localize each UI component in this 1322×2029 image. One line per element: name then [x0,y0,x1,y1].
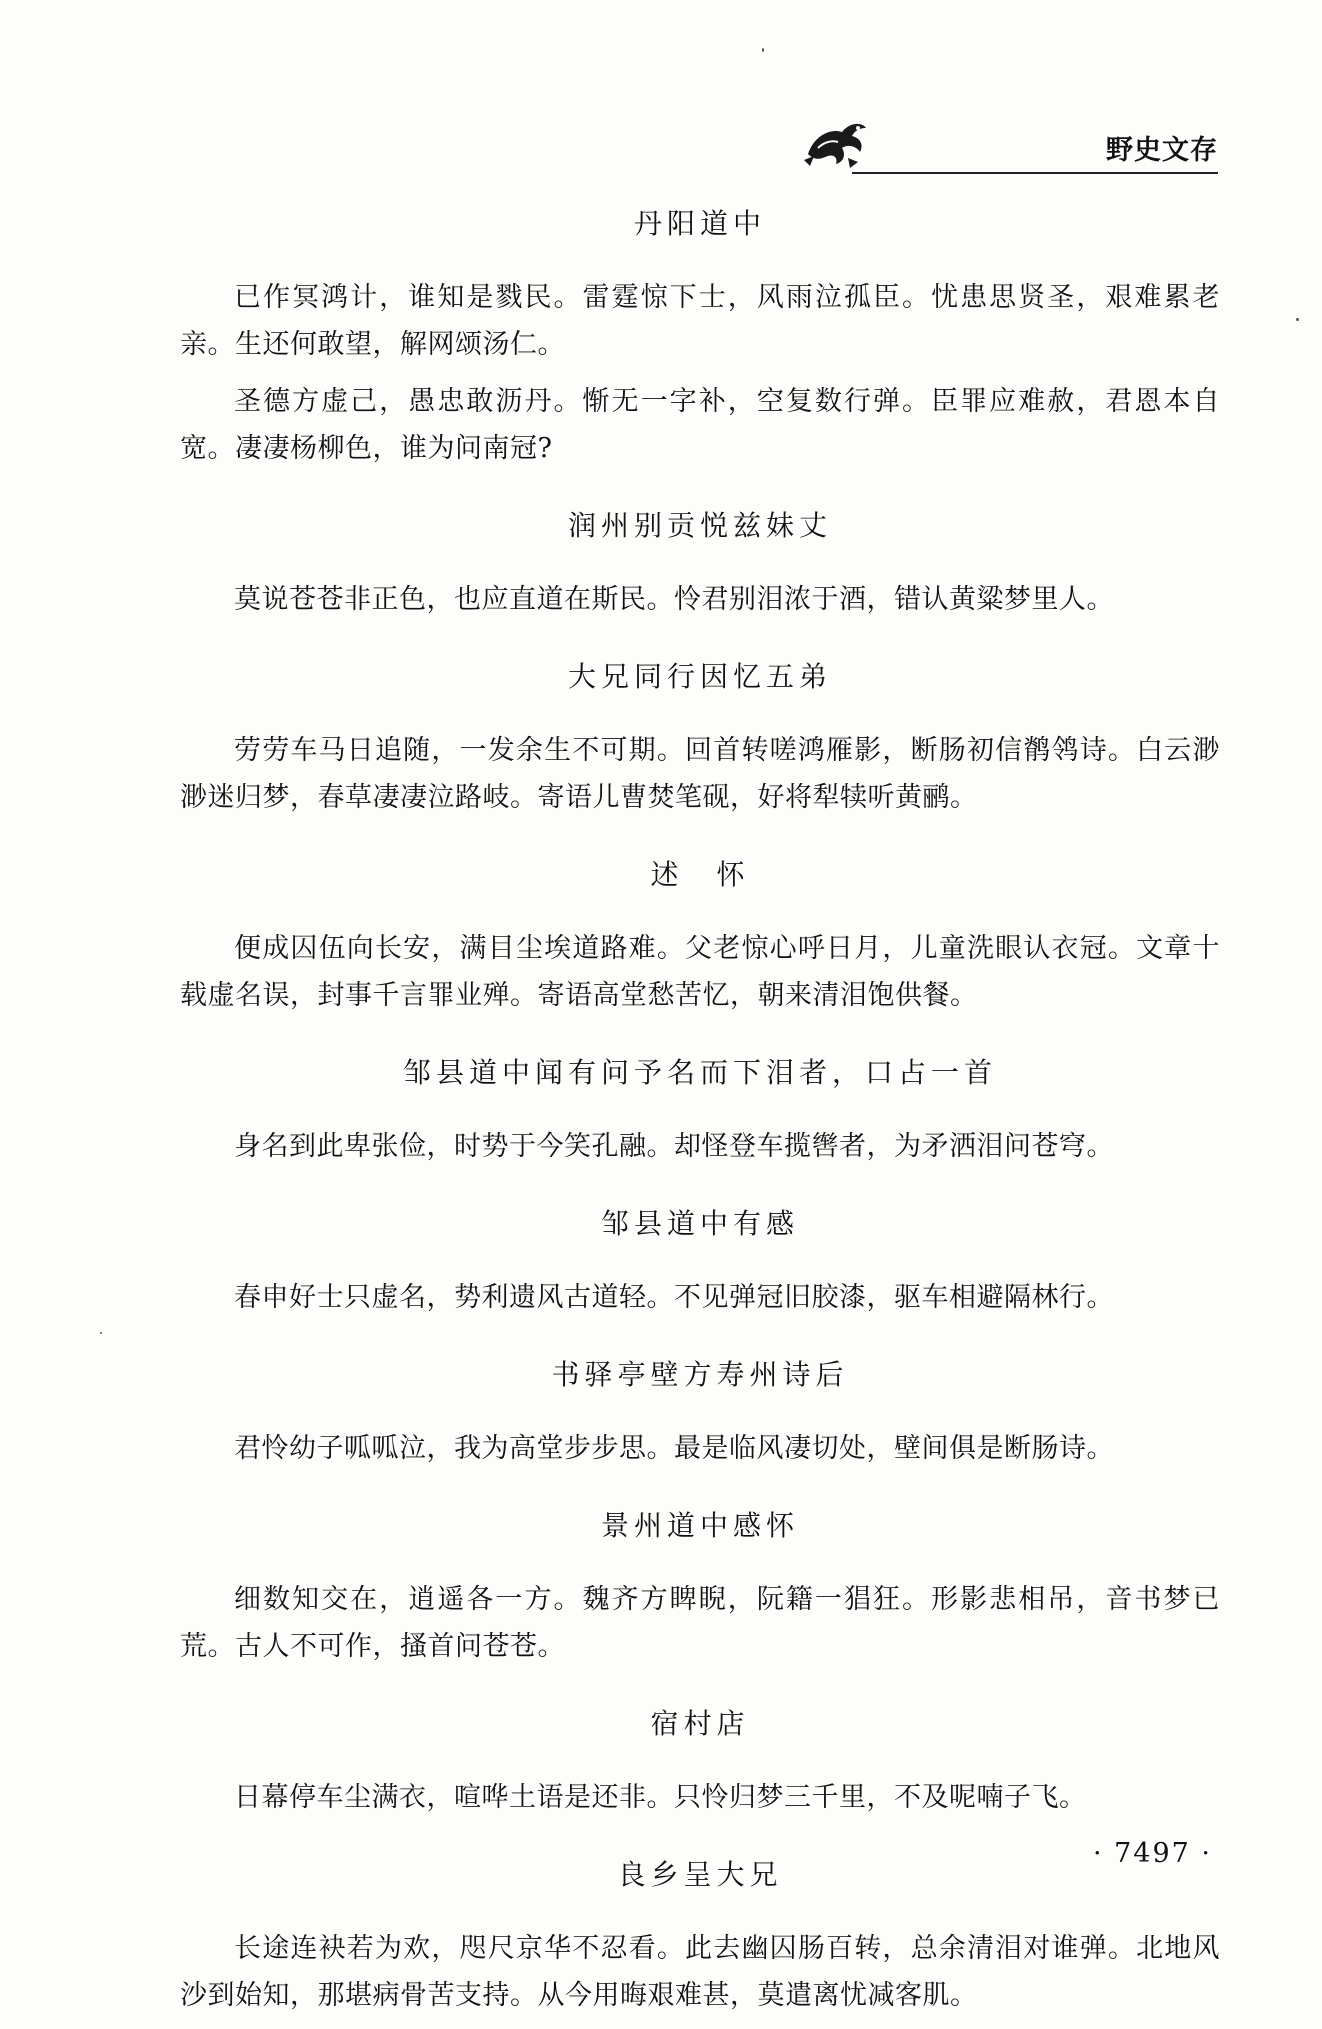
poem-text: 君怜幼子呱呱泣，我为高堂步步思。最是临风凄切处，壁间俱是断肠诗。 [234,1433,1114,1464]
poem-title: 润州别贡悦兹妹丈 [567,509,832,542]
poem-text: 劳劳车马日追随，一发余生不可期。回首转嗟鸿雁影，断肠初信鹡鸰诗。白云渺渺迷归梦，春草凄凄泣路岐。寄语儿曹焚笔砚，好将犁犊听黄鹂。 [180,735,1220,813]
poem-title: 丹阳道中 [633,207,766,240]
poem-text: 长途连袂若为欢，咫尺京华不忍看。此去幽囚肠百转，总余清泪对谁弹。北地风沙到始知，那堪病骨苦支持。从今用晦艰难甚，莫遣离忧减客肌。 [180,1933,1220,2011]
poem-text: 便成囚伍向长安，满目尘埃道路难。父老惊心呼日月，儿童洗眼认衣冠。文章十载虚名误，封事千言罪业殚。寄语高堂愁苦忆，朝来清泪饱供餐。 [180,933,1220,1011]
poem-title: 大兄同行因忆五弟 [567,660,832,693]
poem-title: 述 怀 [650,858,750,891]
poem-section [180,200,1220,472]
poem-title: 书驿亭壁方寿州诗后 [551,1358,849,1391]
poem-section [180,1502,1220,1670]
scan-speck [1296,318,1299,321]
poem-text: 莫说苍苍非正色，也应直道在斯民。怜君别泪浓于酒，错认黄粱梦里人。 [234,584,1114,615]
poem-section [180,1049,1220,1170]
running-header [790,108,1218,178]
poem-section [180,653,1220,821]
poem-title: 宿村店 [650,1707,750,1740]
poem-text: 已作冥鸿计，谁知是戮民。雷霆惊下士，风雨泣孤臣。忧患思贤圣，艰难累老亲。生还何敢望，解网颂汤仁。 [180,282,1220,360]
poem-section [180,1851,1220,2019]
series-title: 野史文存 [1106,135,1218,166]
poem-text: 春申好士只虚名，势利遗风古道轻。不见弹冠旧胶漆，驱车相避隔林行。 [234,1282,1114,1313]
poem-text: 日幕停车尘满衣，喧哗土语是还非。只怜归梦三千里，不及呢喃子飞。 [234,1782,1087,1813]
scan-speck [100,1332,102,1334]
poem-text: 身名到此卑张俭，时势于今笑孔融。却怪登车揽辔者，为矛洒泪问苍穹。 [234,1131,1114,1162]
page-content [180,200,1220,2029]
poem-section [180,1700,1220,1821]
poem-title: 邹县道中有感 [600,1207,799,1240]
poem-text: 细数知交在，逍遥各一方。魏齐方睥睨，阮籍一猖狂。形影悲相吊，音书梦已荒。古人不可作，搔首问苍苍。 [180,1584,1220,1662]
poem-title: 邹县道中闻有问予名而下泪者，口占一首 [402,1056,997,1089]
page-number: · 7497 · [1092,1838,1212,1869]
poem-section [180,1351,1220,1472]
poem-section [180,502,1220,623]
scan-speck [762,48,764,52]
poem-text: 圣德方虚己，愚忠敢沥丹。惭无一字补，空复数行弹。臣罪应难赦，君恩本自宽。凄凄杨柳色，谁为问南冠? [180,386,1220,464]
poem-section [180,1200,1220,1321]
header-rule [852,172,1218,174]
poem-section [180,851,1220,1019]
poem-title: 良乡呈大兄 [617,1858,783,1891]
dragon-emblem-icon [800,114,872,170]
poem-title: 景州道中感怀 [600,1509,799,1542]
